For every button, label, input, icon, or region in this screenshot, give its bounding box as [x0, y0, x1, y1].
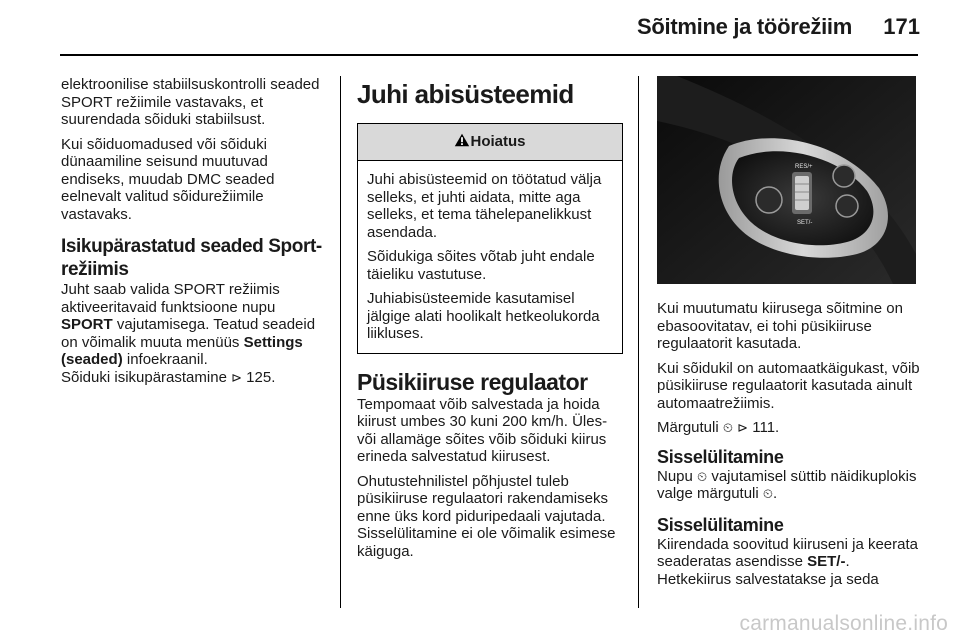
warning-header: [358, 124, 622, 161]
column-right: [657, 76, 925, 588]
paragraph-cruise-safety: Ohutustehnilistel põhjustel tuleb püsikiiruse regulaatori rakendamiseks enne üks kord piduripedaali vajutada.: [357, 472, 608, 525]
section-heading-sport-settings: Isikupärastatud seaded Sport-režiimis: [61, 236, 322, 280]
paragraph-set-speed: Kiirendada soovitud kiiruseni ja keerata seaderatas asendisse SET/-. Hetkekiirus salvestatakse ja seda: [657, 535, 918, 588]
section-heading-driver-assistance: Juhi abisüsteemid: [357, 79, 574, 109]
page-reference: 111.: [752, 419, 780, 436]
warning-paragraph-3: Juhiabisüsteemide kasutamisel jälgige alati hoolikalt hetkeolukorda liikluses.: [367, 290, 600, 342]
cruise-control-icon: ⏲: [762, 486, 774, 501]
paragraph-cruise-warning: Kui muutumatu kiirusega sõitmine on ebasoovitatav, ei tohi püsikiiruse regulaatorit kasutada.: [657, 300, 903, 352]
warning-triangle-icon: [454, 133, 470, 147]
warning-body: [358, 161, 622, 353]
set-minus-text: SET/-: [807, 553, 846, 570]
header-divider: [60, 54, 918, 56]
sport-button-label: SPORT: [61, 316, 113, 333]
column-divider-left: [340, 76, 341, 608]
page-reference: 125.: [246, 368, 276, 386]
warning-paragraph-2: Sõidukiga sõites võtab juht endale täieliku vastutuse.: [367, 248, 595, 283]
section-heading-switch-on-2: Sisselülitamine: [657, 514, 784, 535]
paragraph-dmc: Kui sõiduomadused või sõiduki dünaamiline seisund muutuvad endiseks, muudab DMC seaded eelnevalt valitud sõidurežiimile vastavaks.: [61, 135, 275, 223]
column-left: [61, 76, 323, 386]
page-reference-arrow-icon: ⊳: [231, 369, 242, 385]
page-number: 171: [883, 14, 920, 39]
paragraph-sport-settings: Juht saab valida SPORT režiimis aktiveeritavaid funktsioone nupu SPORT vajutamisega. Teatud seadeid on võimalik muuta menüüs Settings (seaded) infoekraanil. Sõiduki isikupärastamine ⊳ 125.: [61, 281, 316, 386]
column-divider-right: [638, 76, 639, 608]
column-middle: [357, 76, 623, 567]
cruise-control-icon: ⏲: [722, 420, 733, 435]
paragraph-intro: elektroonilise stabiilsuskontrolli seaded SPORT režiimile vastavaks, et suurendada sõiduki stabiilsust.: [61, 76, 320, 128]
paragraph-automatic-transmission: Kui sõidukil on automaatkäigukast, võib püsikiiruse regulaatorit kasutada ainult automaatrežiimis.: [657, 359, 920, 412]
section-heading-switch-on: Sisselülitamine: [657, 446, 784, 467]
paragraph-indicator-light: Märgutuli ⏲ ⊳ 111.: [657, 419, 780, 436]
warning-title: Hoiatus: [470, 133, 526, 150]
watermark: carmanualsonline.info: [739, 612, 948, 635]
section-heading-cruise-control: Püsikiiruse regulaator: [357, 368, 588, 395]
page-header-title: Sõitmine ja töörežiim: [637, 14, 852, 39]
page-reference-arrow-icon: ⊳: [737, 420, 749, 435]
set-minus-label: SET/-: [797, 220, 813, 226]
warning-box: [357, 123, 623, 354]
warning-paragraph-1: Juhi abisüsteemid on töötatud välja selleks, et juhti aidata, mitte aga selleks, et tema tähelepanelikkust asendada.: [367, 171, 602, 241]
paragraph-cruise-speed: Tempomaat võib salvestada ja hoida kiirust umbes 30 kuni 200 km/h. Üles- või allamäge sõites võib sõiduki kiirus erineda salvestatud kiirusest.: [357, 395, 608, 465]
paragraph-switch-on: Nupu ⏲ vajutamisel süttib näidikuplokis valge märgutuli ⏲.: [657, 467, 917, 502]
paragraph-cruise-gear: Sisselülitamine ei ole võimalik esimese käiguga.: [357, 525, 616, 560]
res-plus-label: RES/+: [795, 164, 813, 170]
cruise-control-icon: ⏲: [697, 468, 708, 484]
settings-menu-label: Settings (seaded): [61, 333, 303, 368]
steering-wheel-controls-photo: [657, 76, 916, 284]
